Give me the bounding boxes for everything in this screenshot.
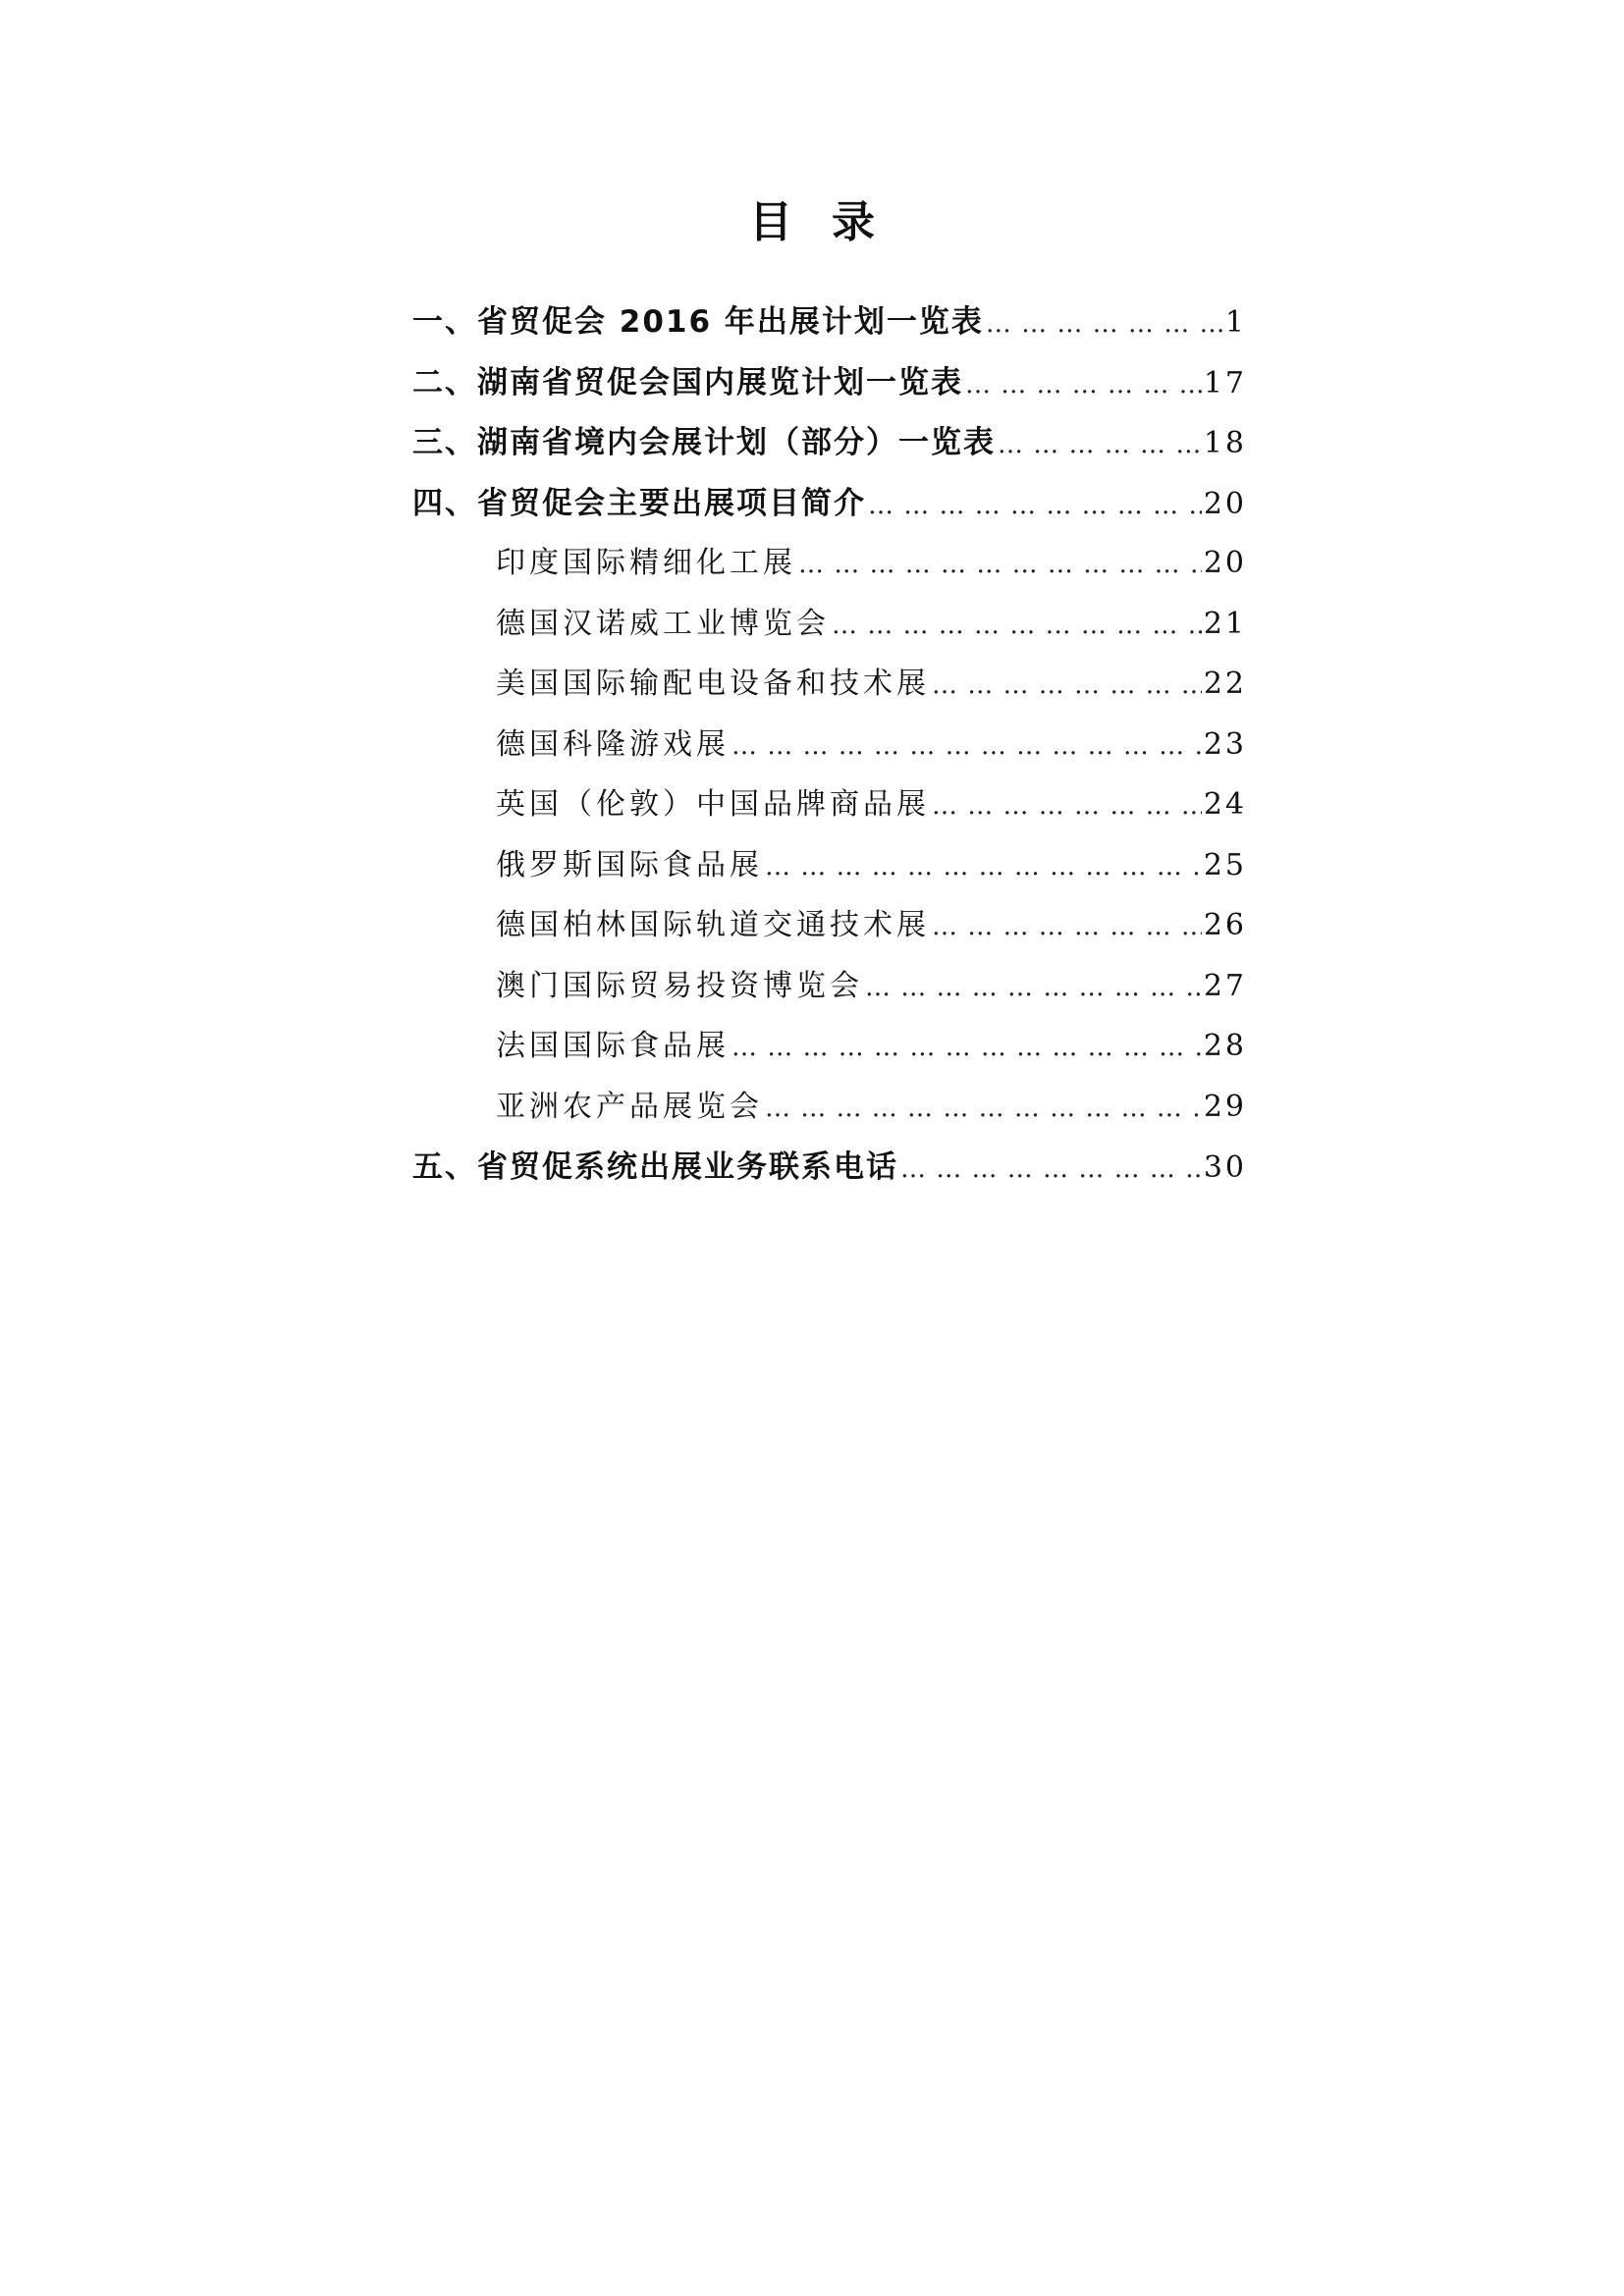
toc-entry[interactable] bbox=[412, 296, 1247, 357]
toc-entry-label: 法国国际食品展 bbox=[496, 1029, 730, 1063]
toc-entry[interactable] bbox=[412, 357, 1247, 418]
toc-entry-label: 德国汉诺威工业博览会 bbox=[496, 606, 830, 641]
toc-entry-page: 20 bbox=[1203, 546, 1247, 580]
toc-entry-page: 25 bbox=[1203, 847, 1247, 882]
toc-leader-dots bbox=[932, 912, 1202, 941]
toc-leader-dots bbox=[998, 430, 1202, 459]
toc-entry-label: 四、省贸促会主要出展项目简介 bbox=[412, 485, 866, 521]
toc-entry[interactable] bbox=[412, 478, 1247, 539]
toc-leader-dots bbox=[731, 1033, 1202, 1062]
toc-leader-dots bbox=[765, 852, 1202, 881]
toc-subentry[interactable] bbox=[412, 538, 1247, 599]
toc-list bbox=[412, 296, 1247, 1202]
toc-entry-page: 26 bbox=[1203, 908, 1247, 942]
toc-entry-label: 俄罗斯国际食品展 bbox=[496, 847, 763, 882]
toc-entry-page: 20 bbox=[1203, 486, 1247, 521]
toc-entry-label: 亚洲农产品展览会 bbox=[496, 1089, 763, 1124]
toc-leader-dots bbox=[865, 973, 1202, 1002]
toc-entry-page: 1 bbox=[1224, 305, 1247, 340]
toc-entry-page: 18 bbox=[1203, 426, 1247, 460]
toc-leader-dots bbox=[965, 370, 1202, 400]
toc-subentry[interactable] bbox=[412, 720, 1247, 780]
toc-entry-page: 17 bbox=[1203, 365, 1247, 400]
toc-leader-dots bbox=[932, 791, 1202, 821]
toc-subentry[interactable] bbox=[412, 1082, 1247, 1143]
toc-leader-dots bbox=[900, 1154, 1202, 1184]
toc-leader-dots bbox=[798, 550, 1202, 579]
toc-subentry[interactable] bbox=[412, 1021, 1247, 1082]
toc-entry-page: 29 bbox=[1203, 1089, 1247, 1124]
toc-entry-page: 21 bbox=[1203, 606, 1247, 641]
toc-entry-label: 三、湖南省境内会展计划（部分）一览表 bbox=[412, 425, 996, 460]
toc-entry-label: 五、省贸促系统出展业务联系电话 bbox=[412, 1149, 898, 1185]
toc-entry-page: 23 bbox=[1203, 726, 1247, 762]
toc-entry-page: 24 bbox=[1203, 787, 1247, 822]
toc-subentry[interactable] bbox=[412, 779, 1247, 840]
toc-entry-label: 澳门国际贸易投资博览会 bbox=[496, 968, 863, 1003]
toc-leader-dots bbox=[986, 309, 1223, 339]
toc-entry-label: 二、湖南省贸促会国内展览计划一览表 bbox=[412, 364, 963, 400]
toc-subentry[interactable] bbox=[412, 599, 1247, 660]
toc-subentry[interactable] bbox=[412, 900, 1247, 961]
toc-entry-page: 30 bbox=[1203, 1150, 1247, 1185]
toc-entry-label: 印度国际精细化工展 bbox=[496, 546, 796, 580]
toc-entry-page: 27 bbox=[1203, 968, 1247, 1003]
toc-entry-label: 德国科隆游戏展 bbox=[496, 726, 730, 762]
toc-subentry[interactable] bbox=[412, 840, 1247, 901]
toc-leader-dots bbox=[868, 491, 1202, 520]
toc-entry-page: 28 bbox=[1203, 1029, 1247, 1063]
toc-leader-dots bbox=[932, 670, 1202, 700]
toc-subentry[interactable] bbox=[412, 659, 1247, 720]
toc-entry-label: 一、省贸促会 2016 年出展计划一览表 bbox=[412, 304, 984, 340]
toc-leader-dots bbox=[765, 1094, 1202, 1123]
toc-entry-page: 22 bbox=[1203, 667, 1247, 701]
toc-entry-label: 美国国际输配电设备和技术展 bbox=[496, 667, 930, 701]
toc-subentry[interactable] bbox=[412, 961, 1247, 1022]
toc-title: 目录 bbox=[749, 197, 914, 247]
toc-entry[interactable] bbox=[412, 1142, 1247, 1202]
toc-entry-label: 德国柏林国际轨道交通技术展 bbox=[496, 908, 930, 942]
toc-leader-dots bbox=[832, 611, 1202, 640]
toc-entry[interactable] bbox=[412, 417, 1247, 478]
toc-entry-label: 英国（伦敦）中国品牌商品展 bbox=[496, 787, 930, 822]
toc-leader-dots bbox=[731, 731, 1202, 761]
